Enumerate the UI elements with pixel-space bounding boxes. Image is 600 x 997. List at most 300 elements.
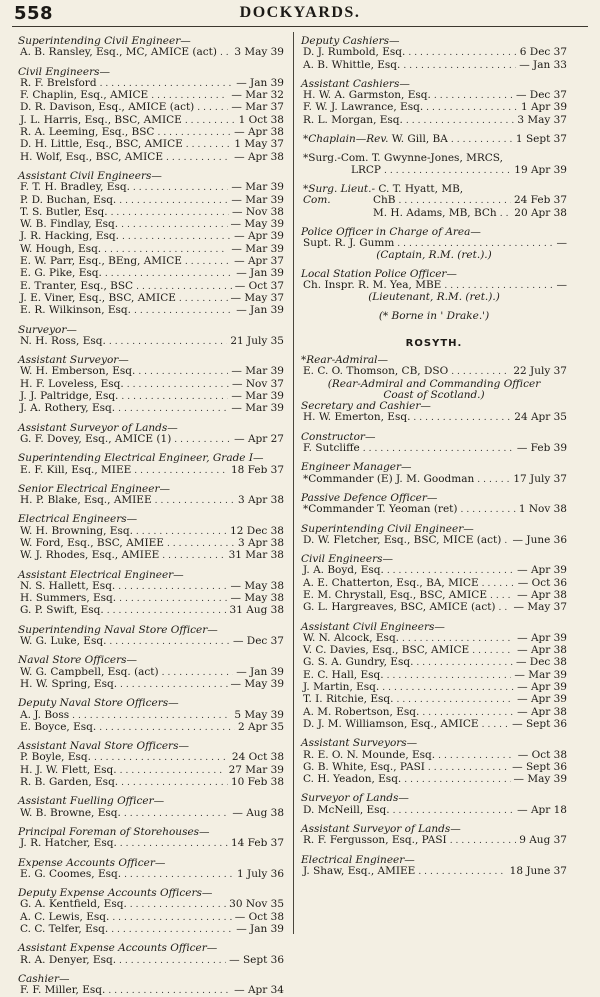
directory-entry [301, 805, 567, 817]
section-heading: Engineer Manager— [301, 461, 412, 474]
entry-date: — Nov 38 [232, 205, 284, 218]
section-heading: Senior Electrical Engineer— [18, 482, 170, 495]
chaplain-name: W. Gill, BA [391, 133, 448, 146]
entry-date: — Apr 34 [234, 984, 284, 997]
entry-date: 1 May 37 [234, 138, 284, 151]
leader-dots [109, 637, 230, 648]
section-heading: Deputy Cashiers— [301, 35, 400, 47]
entry-name: A. E. Chatterton, Esq., BA, MICE [303, 576, 479, 589]
section-engineer-manager [301, 462, 567, 486]
entry-date: — Mar 39 [231, 242, 284, 255]
right-column [301, 36, 567, 878]
surglieut-label2: Com. [303, 194, 331, 207]
section-deputy-cashiers [301, 36, 567, 72]
entry-date: — Apr 38 [234, 150, 284, 163]
entry-date: 1 Nov 38 [518, 503, 567, 516]
directory-entry [18, 434, 284, 446]
leader-dots [179, 294, 228, 305]
leader-dots [133, 183, 229, 194]
leader-dots [108, 986, 231, 997]
directory-entry [301, 443, 567, 455]
directory-entry [301, 504, 567, 516]
entry-name: R. B. Garden, Esq. [20, 776, 119, 789]
leader-dots [120, 680, 227, 691]
leader-dots [130, 900, 226, 911]
entry-date: — Sept 36 [229, 953, 284, 966]
directory-entry [18, 403, 284, 415]
entry-name: W. Ford, Esq., BSC, AMIEE [20, 536, 164, 549]
right-bottom-sections [301, 401, 567, 878]
directory-entry [18, 869, 284, 881]
entry-date: 3 May 39 [234, 46, 284, 59]
section-superintending-naval-store-officer [18, 625, 284, 649]
entry-name: J. J. Paltridge, Esq. [20, 390, 119, 403]
leader-dots [162, 668, 234, 679]
entry-name: J. R. Hatcher, Esq. [20, 837, 117, 850]
entry-date: — Mar 39 [231, 402, 284, 415]
leader-dots [413, 413, 511, 424]
leader-dots [118, 582, 227, 593]
directory-entry [18, 899, 284, 911]
section-civil-engineers [301, 554, 567, 614]
entry-name: G. L. Hargreaves, BSC, AMICE (act) [303, 601, 496, 614]
entry-name: E. W. Parr, Esq., BEng, AMICE [20, 255, 182, 268]
section-heading: Deputy Naval Store Officers— [18, 697, 179, 710]
entry-date: — Oct 36 [517, 576, 567, 589]
entry-date: — Mar 32 [231, 89, 284, 102]
leader-dots [72, 711, 231, 722]
section-civil-engineers [18, 67, 284, 164]
entry-date: — Apr 39 [517, 693, 567, 706]
entry-name: E. M. Chrystall, Esq., BSC, AMICE [303, 588, 487, 601]
leader-dots [119, 196, 228, 207]
leader-dots [418, 867, 506, 878]
police-name: Supt. R. J. Gumm [303, 237, 395, 250]
section-heading: Assistant Cashiers— [301, 77, 410, 90]
entry-date: — Apr 39 [517, 631, 567, 644]
section-heading: Surveyor of Lands— [301, 792, 409, 805]
entry-date: — Apr 39 [517, 564, 567, 577]
directory-entry [18, 231, 284, 243]
entry-date: — Jan 39 [236, 665, 284, 678]
section-assistant-naval-store-officers [18, 741, 284, 789]
directory-entry [18, 102, 284, 114]
entry-name: J. A. Boyd, Esq. [303, 564, 384, 577]
entry-name: P. Boyle, Esq. [20, 751, 91, 764]
entry-date: — Mar 39 [231, 390, 284, 403]
police-section [301, 227, 567, 262]
police-date: — [556, 237, 567, 250]
section-deputy-naval-store-officers [18, 698, 284, 734]
section-heading: Assistant Surveyor of Lands— [18, 421, 178, 434]
leader-dots [406, 116, 514, 127]
leader-dots [472, 646, 514, 657]
entry-date: 1 Apr 39 [520, 101, 567, 114]
entry-name: D. J. M. Williamson, Esq., AMICE [303, 717, 479, 730]
leader-dots [138, 367, 228, 378]
entry-date: — Oct 37 [234, 279, 284, 292]
leader-dots [403, 61, 516, 72]
chaplain-label: *Chaplain—Rev. [303, 133, 389, 146]
section-cashier [18, 974, 284, 997]
entry-name: E. C. Hall, Esq. [303, 668, 384, 681]
section-assistant-civil-engineers [18, 171, 284, 318]
leader-dots [438, 751, 515, 762]
directory-entry [18, 465, 284, 477]
surglieut-date3: 20 Apr 38 [514, 206, 567, 219]
entry-name: G. S. A. Gundry, Esq. [303, 656, 414, 669]
section-heading: Assistant Surveyor of Lands— [301, 823, 461, 836]
section-superintending-civil-engineer [18, 36, 284, 60]
entry-date: 30 Nov 35 [229, 898, 284, 911]
directory-entry [301, 412, 567, 424]
section-heading: Electrical Engineers— [18, 513, 138, 526]
section-heading: Surveyor— [18, 323, 77, 336]
entry-date: — Mar 39 [514, 668, 567, 681]
entry-name: D. J. Rumbold, Esq. [303, 46, 406, 59]
entry-name: N. S. Hallett, Esq. [20, 579, 116, 592]
section-assistant-fuelling-officer [18, 796, 284, 820]
leader-dots [127, 380, 229, 391]
section-constructor [301, 432, 567, 456]
entry-date: — Jan 39 [236, 304, 284, 317]
section-passive-defence-officer [301, 493, 567, 517]
entry-name: A. B. Ransley, Esq., MC, AMICE (act) [20, 46, 217, 59]
surgcom-date: 19 Apr 39 [514, 163, 567, 176]
directory-entry [301, 657, 567, 669]
directory-entry [18, 495, 284, 507]
section-heading: Superintending Civil Engineer— [18, 35, 191, 47]
section-senior-electrical-engineer [18, 484, 284, 508]
surglieut-date1: 24 Feb 37 [513, 194, 567, 207]
entry-date: 21 July 35 [230, 334, 284, 347]
entry-name: H. W. A. Garmston, Esq. [303, 89, 431, 102]
section-secretary-and-cashier [301, 401, 567, 425]
entry-date: — Apr 37 [234, 255, 284, 268]
entry-date: — May 39 [513, 773, 567, 786]
entry-date: — Jan 39 [236, 76, 284, 89]
entry-name: E. Tranter, Esq., BSC [20, 279, 134, 292]
section-heading: Assistant Fuelling Officer— [18, 795, 165, 808]
section-heading: Superintending Electrical Engineer, Grade I— [18, 452, 264, 465]
leader-dots [197, 103, 228, 114]
section-heading: Principal Foreman of Storehouses— [18, 825, 210, 838]
entry-date: 3 Apr 38 [237, 494, 284, 507]
section-heading: Cashier— [18, 972, 70, 985]
entry-date: 18 June 37 [509, 864, 567, 877]
leader-dots [111, 208, 229, 219]
leader-dots [111, 925, 233, 936]
entry-date: — Sept 36 [512, 717, 567, 730]
borne-note: (* Borne in ' Drake.') [378, 309, 490, 322]
entry-name: G. B. White, Esq., PASI [303, 760, 425, 773]
entry-date: 27 Mar 39 [228, 763, 284, 776]
entry-name: H. J. W. Flett, Esq. [20, 763, 117, 776]
entry-name: T. I. Ritchie, Esq. [303, 693, 394, 706]
entry-date: — Jan 39 [236, 267, 284, 280]
entry-name: *Commander T. Yeoman (ret) [303, 503, 458, 516]
entry-name: G. A. Kentfield, Esq. [20, 898, 127, 911]
entry-name: P. D. Buchan, Esq. [20, 193, 117, 206]
rosyth-heading: ROSYTH. [405, 337, 463, 349]
entry-date: 6 Dec 37 [519, 46, 567, 59]
entry-date: — Oct 38 [517, 748, 567, 761]
entry-date: — Dec 37 [515, 89, 567, 102]
leader-dots [155, 496, 235, 507]
section-heading: Superintending Civil Engineer— [301, 522, 474, 535]
section-electrical-engineer [301, 855, 567, 879]
entry-name: A. C. Lewis, Esq. [20, 910, 110, 923]
entry-date: — May 37 [513, 601, 567, 614]
header-rule [12, 26, 588, 27]
entry-date: 31 Mar 38 [228, 549, 284, 562]
leader-dots [124, 809, 230, 820]
section-heading: Assistant Electrical Engineer— [18, 568, 184, 581]
entry-name: T. S. Butler, Esq. [20, 205, 108, 218]
section-heading: Passive Defence Officer— [301, 491, 438, 504]
entry-name: W. H. Emberson, Esq. [20, 365, 136, 378]
entry-date: — May 37 [230, 291, 284, 304]
directory-entry [301, 115, 567, 127]
section-electrical-engineers [18, 514, 284, 562]
entry-date: — Mar 39 [231, 181, 284, 194]
directory-entry [18, 808, 284, 820]
entry-name: H. Summers, Esq. [20, 592, 117, 605]
rear-admiral-note1: (Rear-Admiral and Commanding Officer [327, 377, 541, 390]
rear-admiral-date: 22 July 37 [513, 365, 567, 378]
leader-dots [426, 103, 518, 114]
section-assistant-surveyors [301, 738, 567, 786]
directory-entry [18, 636, 284, 648]
surgeon-lieutenant-entry [301, 184, 567, 220]
entry-name: D. R. Davison, Esq., AMICE (act) [20, 101, 195, 114]
rear-admiral-name: E. C. O. Thomson, CB, DSO [303, 365, 449, 378]
entry-date: — Jan 33 [519, 58, 567, 71]
local-police-heading: Local Station Police Officer— [301, 267, 457, 280]
leader-dots [134, 306, 233, 317]
leader-dots [434, 91, 513, 102]
section-heading: Assistant Surveyors— [301, 737, 418, 750]
police-note: (Captain, R.M. (ret.).) [376, 249, 492, 262]
section-assistant-surveyor-of-lands [301, 824, 567, 848]
entry-date: — Jan 39 [236, 923, 284, 935]
page-title: DOCKYARDS. [239, 4, 361, 21]
entry-date: — Dec 38 [515, 656, 567, 669]
entry-date: — Apr 27 [234, 432, 284, 445]
entry-date: 17 July 37 [513, 472, 567, 485]
leader-dots [396, 695, 514, 706]
leader-dots [162, 551, 225, 562]
directory-entry [301, 694, 567, 706]
directory-entry [18, 139, 284, 151]
section-surveyor [18, 325, 284, 349]
leader-dots [121, 220, 227, 231]
leader-dots [185, 257, 231, 268]
section-heading: Deputy Expense Accounts Officers— [18, 887, 213, 900]
directory-entry [18, 985, 284, 997]
leader-dots [185, 116, 236, 127]
entry-date: — Apr 38 [517, 588, 567, 601]
directory-entry [301, 750, 567, 762]
entry-name: E. Boyce, Esq. [20, 720, 97, 733]
entry-name: H. W. Spring, Esq. [20, 677, 118, 690]
local-police-section [301, 269, 567, 304]
entry-date: — Apr 38 [234, 126, 284, 139]
entry-date: — Apr 38 [517, 705, 567, 718]
leader-dots [119, 594, 227, 605]
entry-name: A. J. Boss [20, 708, 70, 721]
leader-dots [166, 153, 231, 164]
directory-entry [301, 47, 567, 59]
directory-entry [301, 60, 567, 72]
entry-date: — Dec 37 [232, 635, 284, 648]
entry-date: — Oct 38 [234, 910, 284, 923]
section-heading: Secretary and Cashier— [301, 400, 431, 413]
rear-admiral-heading: *Rear-Admiral— [301, 353, 388, 366]
leader-dots [122, 232, 231, 243]
section-assistant-civil-engineers [301, 622, 567, 732]
leader-dots [477, 475, 510, 486]
entry-name: R. L. Morgan, Esq. [303, 113, 403, 126]
section-heading: Expense Accounts Officer— [18, 856, 166, 869]
section-heading: Naval Store Officers— [18, 654, 138, 667]
entry-name: F. T. H. Bradley, Esq. [20, 181, 130, 194]
leader-dots [120, 839, 228, 850]
chaplain-date: 1 Sept 37 [515, 133, 567, 146]
directory-entry [301, 602, 567, 614]
leader-dots [363, 444, 514, 455]
leader-dots [121, 778, 228, 789]
entry-name: W. B. Findlay, Esq. [20, 218, 119, 231]
entry-name: H. Wolf, Esq., BSC, AMICE [20, 150, 163, 163]
leader-dots [134, 466, 228, 477]
leader-dots [124, 870, 234, 881]
entry-name: F. F. Miller, Esq. [20, 984, 106, 997]
entry-name: J. Shaw, Esq., AMIEE [303, 864, 416, 877]
leader-dots [105, 269, 233, 280]
entry-name: G. P. Swift, Esq. [20, 604, 104, 617]
directory-entry [18, 752, 284, 764]
page-number: 558 [14, 3, 54, 24]
entry-name: J. A. Rothery, Esq. [20, 402, 116, 415]
entry-name: V. C. Davies, Esq., BSC, AMICE [303, 644, 470, 657]
leader-dots [404, 775, 510, 786]
section-assistant-electrical-engineer [18, 570, 284, 618]
entry-date: — Aug 38 [232, 806, 284, 819]
leader-dots [482, 720, 510, 731]
directory-entry [18, 47, 284, 59]
directory-entry [18, 838, 284, 850]
entry-date: — June 36 [512, 533, 567, 546]
entry-name: D. McNeill, Esq. [303, 803, 390, 816]
entry-name: A. B. Whittle, Esq. [303, 58, 401, 71]
directory-entry [301, 835, 567, 847]
rear-admiral-section [301, 355, 567, 401]
leader-dots [387, 566, 514, 577]
entry-name: D. W. Fletcher, Esq., BSC, MICE (act) [303, 533, 502, 546]
entry-date: 2 Apr 35 [237, 720, 284, 733]
surglieut-line2: ChB [373, 194, 396, 207]
entry-name: R. E. O. N. Mounde, Esq. [303, 748, 436, 761]
directory-entry [18, 710, 284, 722]
entry-date: — Apr 39 [517, 681, 567, 694]
leader-dots [220, 48, 231, 59]
leader-dots [461, 505, 516, 516]
entry-date: — Mar 37 [231, 101, 284, 114]
directory-entry [18, 955, 284, 967]
directory-entry [301, 474, 567, 486]
leader-dots [109, 337, 228, 348]
leader-dots [499, 603, 511, 614]
section-heading: Civil Engineers— [301, 553, 393, 566]
entry-name: R. A. Leeming, Esq., BSC [20, 126, 155, 139]
entry-name: W. H. Browning, Esq. [20, 524, 133, 537]
entry-name: J. Martin, Esq. [303, 681, 380, 694]
leader-dots [416, 658, 513, 669]
section-heading: Assistant Civil Engineers— [301, 620, 445, 633]
section-principal-foreman-of-storehouses [18, 827, 284, 851]
leader-dots [174, 435, 231, 446]
section-assistant-expense-accounts-officer [18, 943, 284, 967]
rear-admiral-note2: Coast of Scotland.) [383, 388, 485, 401]
entry-name: R. A. Denyer, Esq. [20, 953, 117, 966]
section-heading: Assistant Surveyor— [18, 354, 129, 367]
directory-entry [18, 195, 284, 207]
entry-name: J. E. Viner, Esq., BSC, AMICE [20, 291, 176, 304]
entry-date: 3 May 37 [517, 113, 567, 126]
entry-name: F. W. J. Lawrance, Esq. [303, 101, 424, 114]
section-expense-accounts-officer [18, 858, 284, 882]
entry-date: 3 Apr 38 [237, 536, 284, 549]
directory-entry [18, 366, 284, 378]
entry-date: 9 Aug 37 [519, 834, 567, 847]
left-column [18, 36, 284, 997]
entry-name: W. J. Rhodes, Esq., AMIEE [20, 549, 160, 562]
section-superintending-civil-engineer [301, 524, 567, 548]
section-heading: Constructor— [301, 430, 376, 443]
entry-name: W. G. Luke, Esq. [20, 635, 107, 648]
entry-date: 24 Oct 38 [231, 751, 284, 764]
directory-entry [18, 924, 284, 936]
entry-name: G. F. Dovey, Esq., AMICE (1) [20, 432, 172, 445]
section-heading: Electrical Engineer— [301, 853, 415, 866]
local-police-note: (Lieutenant, R.M. (ret.).) [368, 291, 500, 304]
entry-name: D. H. Little, Esq., BSC, AMICE [20, 138, 183, 151]
entry-name: J. R. Hacking, Esq. [20, 230, 119, 243]
entry-name: E. G. Coomes, Esq. [20, 867, 122, 880]
entry-date: 1 July 36 [237, 867, 284, 880]
entry-name: H. P. Blake, Esq., AMIEE [20, 494, 152, 507]
directory-entry [18, 722, 284, 734]
entry-name: W. Hough, Esq. [20, 242, 102, 255]
entry-name: C. C. Telfer, Esq. [20, 923, 109, 935]
leader-dots [382, 683, 514, 694]
entry-date: — May 38 [230, 592, 284, 605]
surgcom-line2: LRCP [351, 163, 381, 176]
entry-date: — Apr 38 [517, 644, 567, 657]
column-divider [293, 32, 294, 934]
surgcom-line1: *Surg.-Com. T. Gwynne-Jones, MRCS, [303, 152, 503, 165]
directory-entry [18, 268, 284, 280]
leader-dots [99, 723, 235, 734]
entry-date: 12 Dec 38 [230, 524, 284, 537]
entry-name: *Commander (E) J. M. Goodman [303, 472, 475, 485]
entry-name: H. W. Emerton, Esq. [303, 411, 411, 424]
entry-name: F. Chaplin, Esq., AMICE [20, 89, 149, 102]
entry-name: R. F. Fergusson, Esq., PASI [303, 834, 447, 847]
local-police-date: — [556, 279, 567, 292]
surglieut-label1: *Surg. Lieut.- [303, 182, 376, 195]
